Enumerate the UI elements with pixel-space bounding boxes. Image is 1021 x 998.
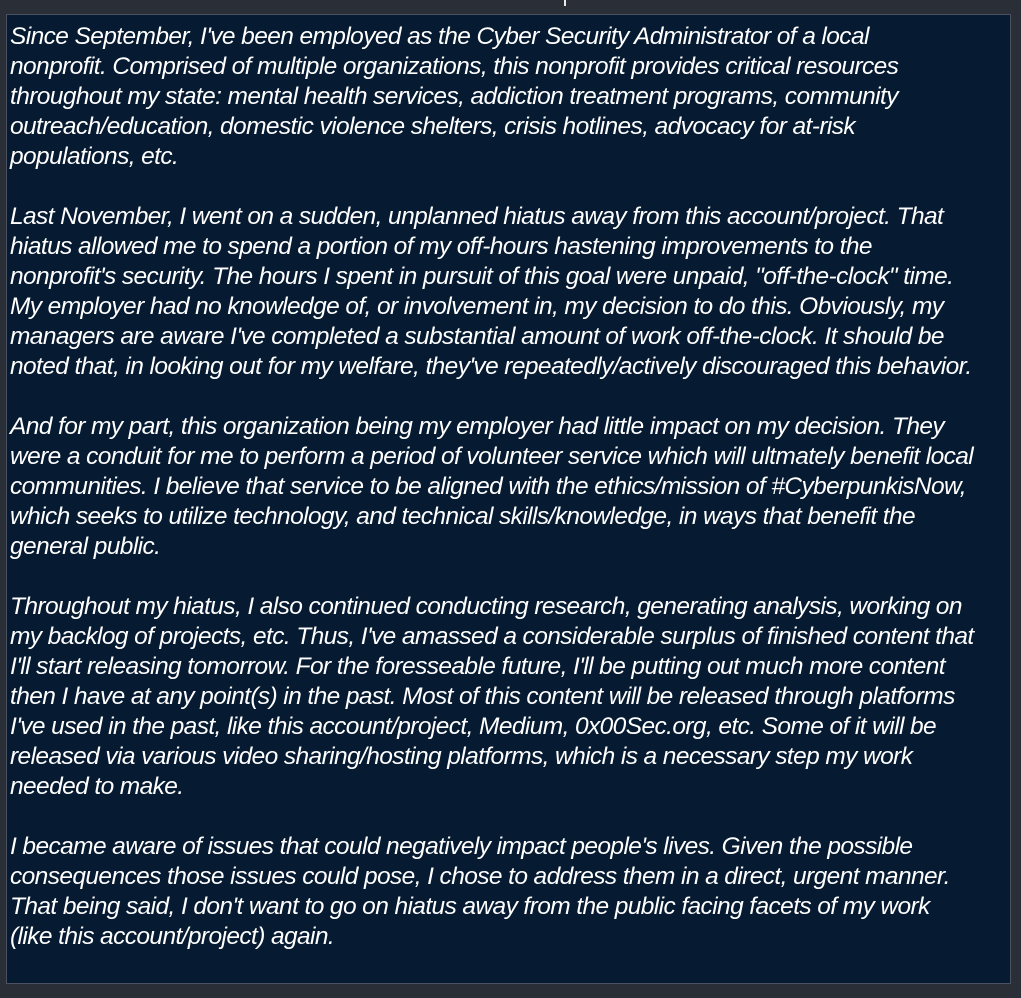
paragraph-5: I became aware of issues that could negatively impact people's lives. Given the possible consequences those issues could pose, I chose to address them in a direct, urgent manner. That being said, I don't want to go on hiatus away from the public facing facets of my work (like this account/project) again.	[10, 833, 950, 950]
paragraph-4: Throughout my hiatus, I also continued conducting research, generating analysis, working on my backlog of projects, etc. Thus, I've amassed a considerable surplus of finished content that I'll start releasing tomorrow. For the foresseable future, I'll be putting out much more content then I have at any point(s) in the past. Most of this content will be released through platforms I've used in the past, like this account/project, Medium, 0x00Sec.org, etc. Some of it will be released via various video sharing/hosting platforms, which is a necessary step my work needed to make.	[10, 593, 974, 800]
post-body	[10, 22, 1010, 952]
paragraph-2: Last November, I went on a sudden, unplanned hiatus away from this account/project. That hiatus allowed me to spend a portion of my off-hours hastening improvements to the nonprofit's security. The hours I spent in pursuit of this goal were unpaid, "off-the-clock" time. My employer had no knowledge of, or involvement in, my decision to do this. Obviously, my managers are aware I've completed a substantial amount of work off-the-clock. It should be noted that, in looking out for my welfare, they've repeatedly/actively discouraged this behavior.	[10, 203, 972, 380]
paragraph-1: Since September, I've been employed as the Cyber Security Administrator of a local nonprofit. Comprised of multiple organizations, this nonprofit provides critical resources throughout my state: mental health services, addiction treatment programs, community outreach/education, domestic violence shelters, crisis hotlines, advocacy for at-risk populations, etc.	[10, 23, 899, 170]
paragraph-3: And for my part, this organization being my employer had little impact on my decision. They were a conduit for me to perform a period of volunteer service which will ultmately benefit local communities. I believe that service to be aligned with the ethics/mission of #CyberpunkisNow, which seeks to utilize technology, and technical skills/knowledge, in ways that benefit the general public.	[10, 413, 974, 560]
window-top-marker	[564, 0, 566, 6]
